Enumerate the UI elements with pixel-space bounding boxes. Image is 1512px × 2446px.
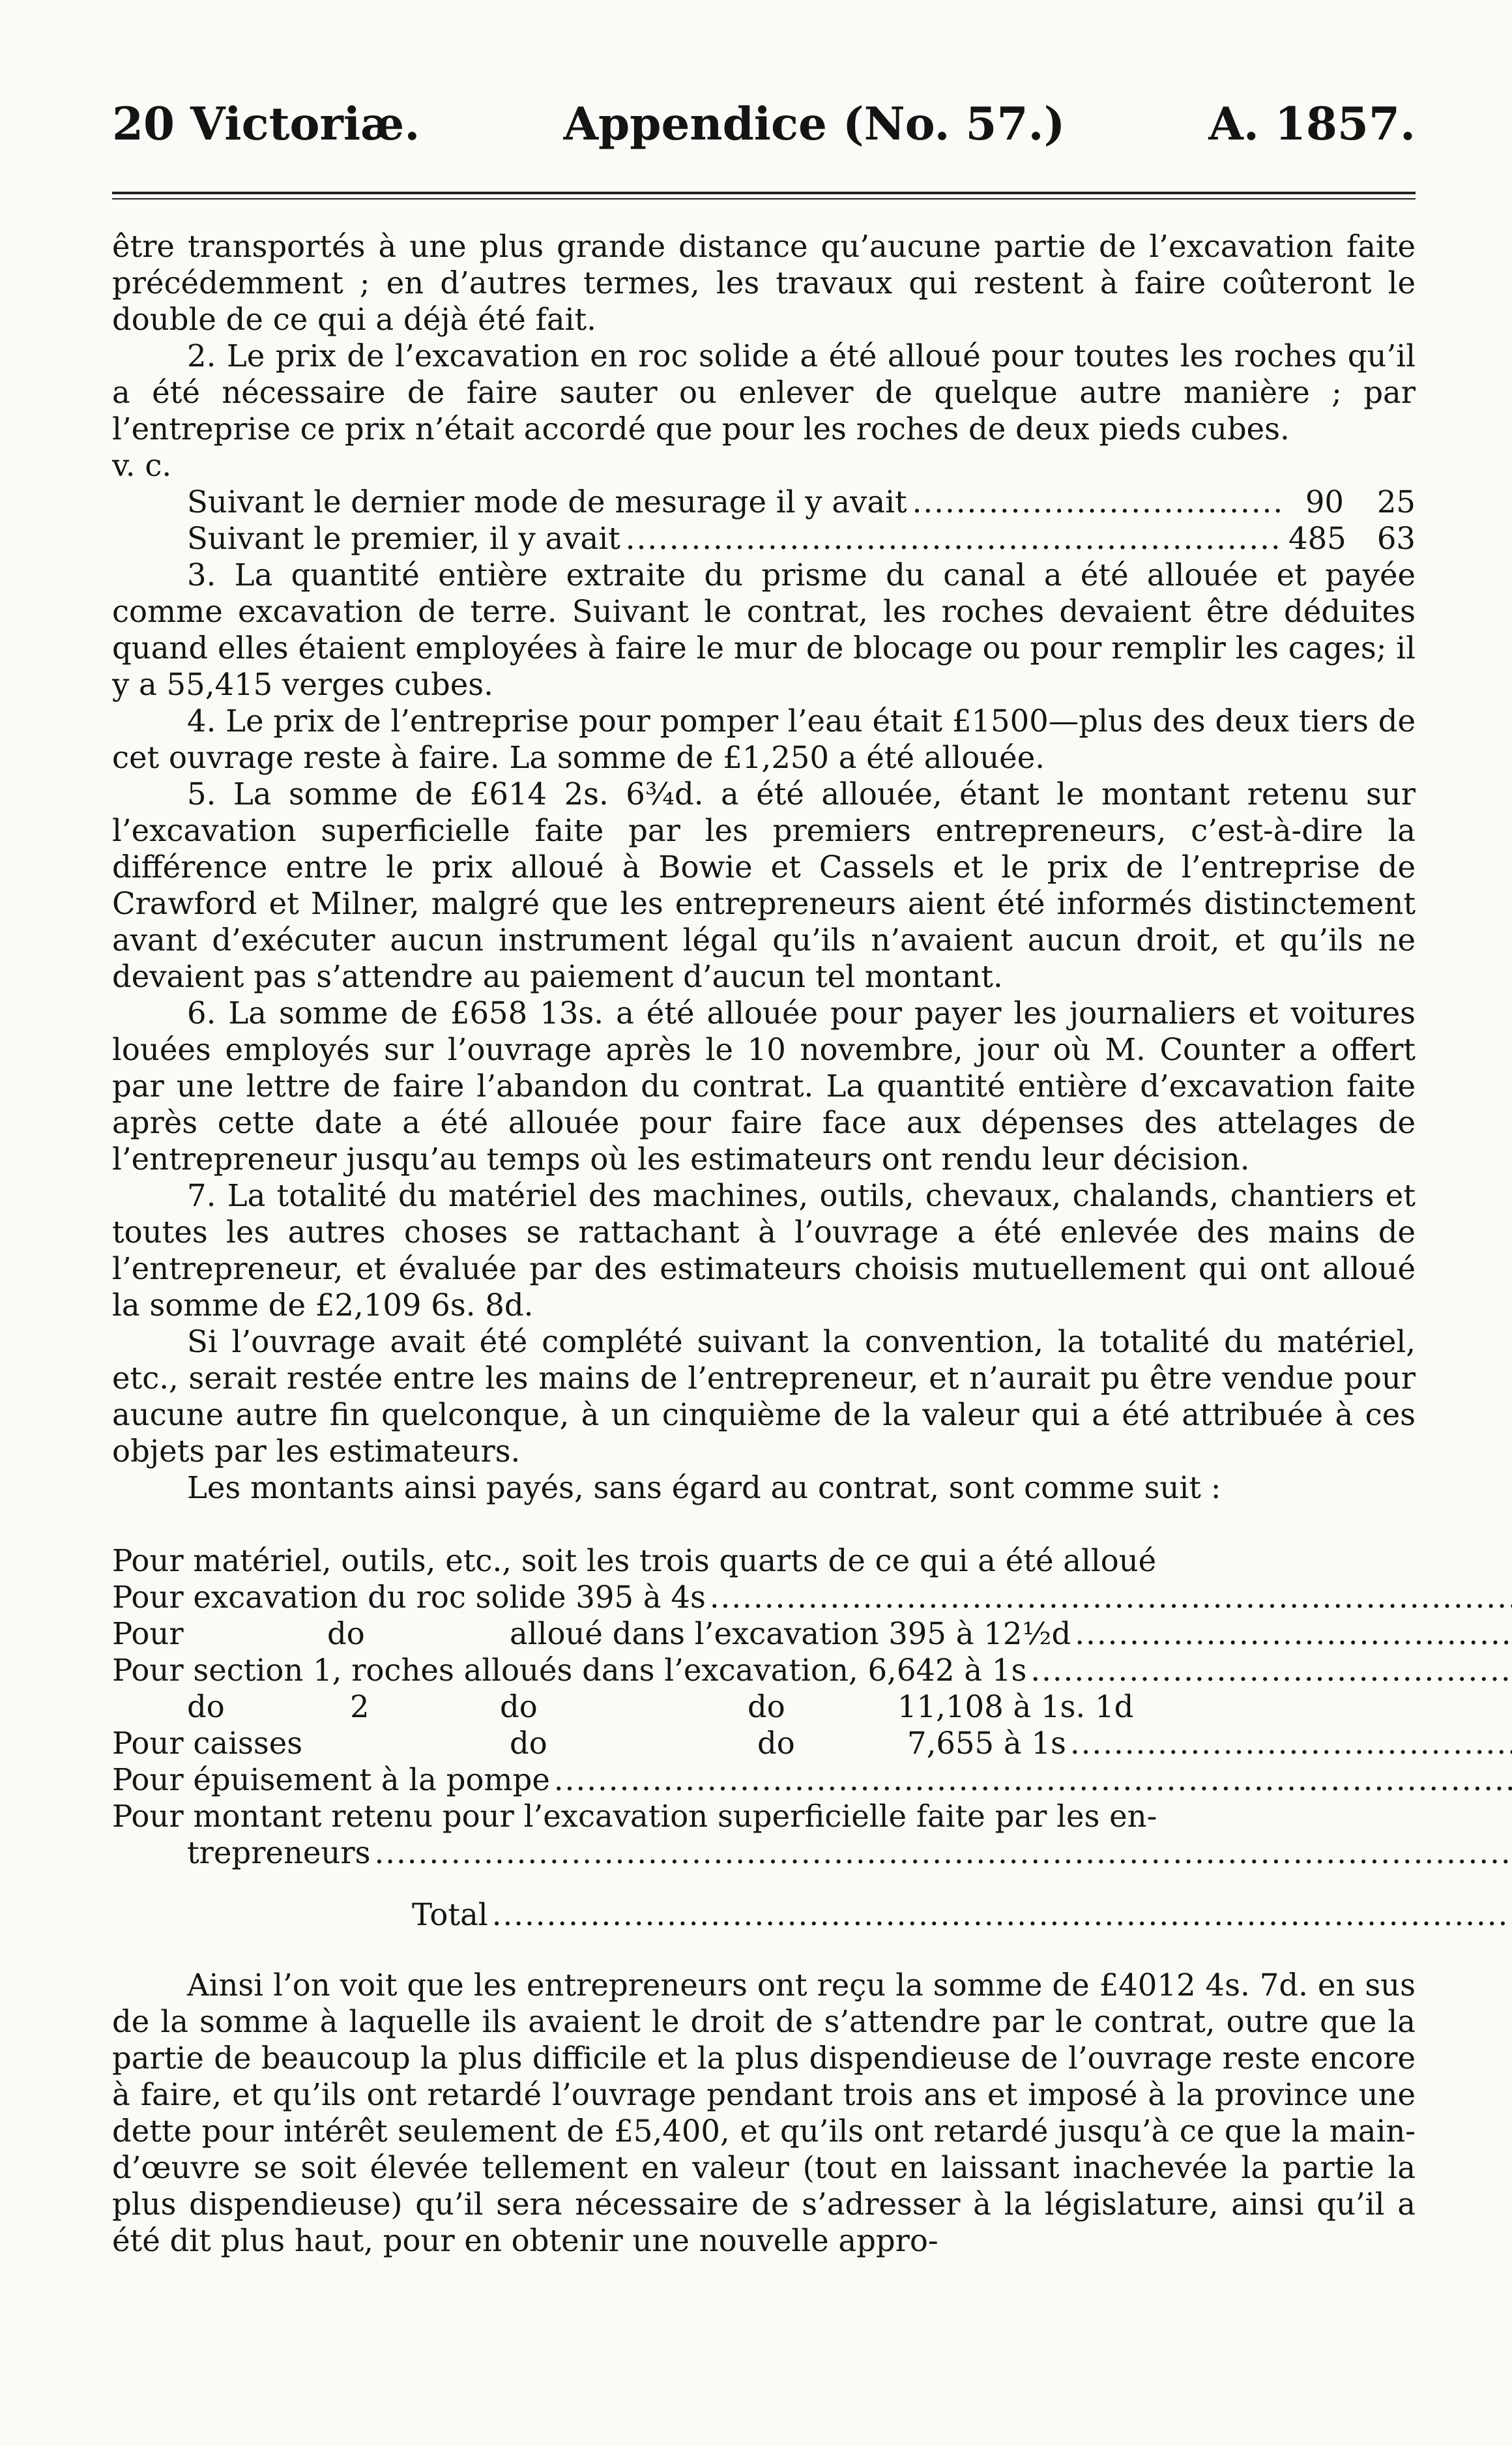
measure-label: Suivant le dernier mode de mesurage il y avait <box>187 484 907 520</box>
measure-verges: 90 <box>1305 484 1344 520</box>
running-header <box>112 98 1416 163</box>
measure-cubes: 63 <box>1376 521 1416 556</box>
table-row <box>112 1725 1512 1761</box>
row-desc-part: do <box>500 1689 538 1724</box>
row-desc: Pour excavation du roc solide 395 à 4s <box>112 1580 706 1615</box>
row-desc-part: 11,108 à 1s. 1d <box>897 1689 1134 1724</box>
table-row <box>112 1834 1512 1871</box>
measure-row-first <box>112 520 1416 557</box>
leader-dots <box>626 520 1283 557</box>
leader-dots <box>374 1834 1512 1871</box>
paragraph-continuation: être transportés à une plus grande distance qu’aucune partie de l’excavation faite précédemment ; en d’autres termes, les travaux qui restent à faire coûteront le double de ce qui a déjà été fait. <box>112 229 1416 337</box>
row-desc: Pour matériel, outils, etc., soit les trois quarts de ce qui a été alloué <box>112 1543 1157 1578</box>
paragraph-4: 4. Le prix de l’entreprise pour pomper l’eau était £1500—plus des deux tiers de cet ouvrage reste à faire. La somme de £1,250 a été allouée. <box>112 703 1416 775</box>
total-rule-row <box>112 1871 1512 1890</box>
row-desc-part: do <box>327 1616 365 1651</box>
row-desc-part: do <box>748 1689 785 1724</box>
measure-cubes: 25 <box>1376 484 1416 520</box>
paragraph-conclusion: Ainsi l’on voit que les entrepreneurs ont reçu la somme de £4012 4s. 7d. en sus de la somme à laquelle ils avaient le droit de s’attendre par le contrat, outre que la partie de beaucoup la plus difficile et la plus dispendieuse de l’ouvrage reste encore à faire, et qu’ils ont retardé l’ouvrage pendant trois ans et imposé à la province une dette pour intérêt seulement de £5,400, et qu’ils ont retardé jusqu’à ce que la main-d’œuvre se soit élevée tellement en valeur (tout en laissant inachevée la partie la plus dispendieuse) qu’il sera nécessaire de s’adresser à la législature, ainsi qu’il a été dit plus haut, pour en obtenir une nouvelle appro- <box>112 1967 1416 2258</box>
row-desc-part: do <box>757 1726 795 1761</box>
row-desc-part: Pour caisses <box>112 1726 303 1761</box>
units-header: v. c. <box>112 448 172 483</box>
header-rule-top <box>112 192 1416 194</box>
row-desc-part: Pour <box>112 1616 184 1651</box>
paragraph-5: 5. La somme de £614 2s. 6¾d. a été allouée, étant le montant retenu sur l’excavation superficielle faite par les premiers entrepreneurs, c’est-à-dire la différence entre le prix alloué à Bowie et Cassels et le prix de l’entreprise de Crawford et Milner, malgré que les entrepreneurs aient été informés distinctement avant d’exécuter aucun instrument légal qu’ils n’avaient aucun droit, et qu’ils ne devaient pas s’attendre au paiement d’aucun tel montant. <box>112 776 1416 994</box>
total-label: Total <box>412 1897 488 1932</box>
accounts-header-row <box>112 1506 1512 1542</box>
page-body <box>112 228 1416 2259</box>
row-desc-part: do <box>187 1689 225 1724</box>
header-year: A. 1857. <box>1208 98 1416 151</box>
accounts-table <box>112 1506 1512 1933</box>
leader-dots <box>554 1761 1512 1798</box>
table-row <box>112 1615 1512 1652</box>
row-desc-part: 7,655 à 1s <box>907 1726 1066 1761</box>
table-row <box>112 1688 1512 1725</box>
row-desc: Pour montant retenu pour l’excavation superficielle faite par les en- <box>112 1799 1157 1834</box>
header-session: 20 Victoriæ. <box>112 98 420 151</box>
row-desc-part: alloué dans l’excavation 395 à 12½d <box>510 1616 1071 1651</box>
row-desc: Pour section 1, roches alloués dans l’excavation, 6,642 à 1s <box>112 1653 1027 1688</box>
row-desc: Pour épuisement à la pompe <box>112 1762 550 1797</box>
leader-dots <box>912 484 1283 520</box>
paragraph-8: Si l’ouvrage avait été complété suivant la convention, la totalité du matériel, etc., serait restée entre les mains de l’entrepreneur, et n’aurait pu être vendue pour aucune autre fin quelconque, à un cinquième de la valeur qui a été attribuée à ces objets par les estimateurs. <box>112 1324 1416 1469</box>
table-row <box>112 1579 1512 1615</box>
row-desc-part: do <box>510 1726 547 1761</box>
paragraph-2: 2. Le prix de l’excavation en roc solide a été alloué pour toutes les roches qu’il a été nécessaire de faire sauter ou enlever de quelque autre manière ; par l’entreprise ce prix n’était accordé que pour les roches de deux pieds cubes. <box>112 338 1416 447</box>
table-row <box>112 1761 1512 1798</box>
measure-label: Suivant le premier, il y avait <box>187 521 620 556</box>
table-row <box>112 1542 1512 1579</box>
paragraph-3: 3. La quantité entière extraite du prisme du canal a été allouée et payée comme excavation de terre. Suivant le contrat, les roches devaient être déduites quand elles étaient employées à faire le mur de blocage ou pour remplir les cages; il y a 55,415 verges cubes. <box>112 557 1416 702</box>
header-title: Appendice (No. 57.) <box>563 98 1066 151</box>
leader-dots <box>1070 1725 1512 1761</box>
measure-verges: 485 <box>1288 521 1346 556</box>
table-row <box>112 1798 1512 1834</box>
row-desc-continued: trepreneurs <box>187 1835 371 1870</box>
leader-dots <box>1075 1615 1512 1652</box>
paragraph-6: 6. La somme de £658 13s. a été allouée pour payer les journaliers et voitures louées employés sur l’ouvrage après le 10 novembre, jour où M. Counter a offert par une lettre de faire l’abandon du contrat. La quantité entière d’excavation faite après cette date a été allouée pour faire face aux dépenses des attelages de l’entrepreneur jusqu’au temps où les estimateurs ont rendu leur décision. <box>112 995 1416 1177</box>
header-rule-bottom <box>112 198 1416 199</box>
paragraph-7: 7. La totalité du matériel des machines, outils, chevaux, chalands, chantiers et toutes les autres choses se rattachant à l’ouvrage a été enlevée des mains de l’entrepreneur, et évaluée par des estimateurs choisis mutuellement qui ont alloué la somme de £2,109 6s. 8d. <box>112 1178 1416 1323</box>
measure-row-last <box>112 484 1416 520</box>
leader-dots <box>710 1579 1512 1615</box>
leader-dots <box>492 1896 1512 1933</box>
leader-dots <box>1030 1652 1512 1688</box>
paragraph-9: Les montants ainsi payés, sans égard au contrat, sont comme suit : <box>187 1470 1221 1505</box>
row-desc-part: 2 <box>350 1689 370 1724</box>
total-row <box>112 1890 1512 1933</box>
table-row <box>112 1652 1512 1688</box>
